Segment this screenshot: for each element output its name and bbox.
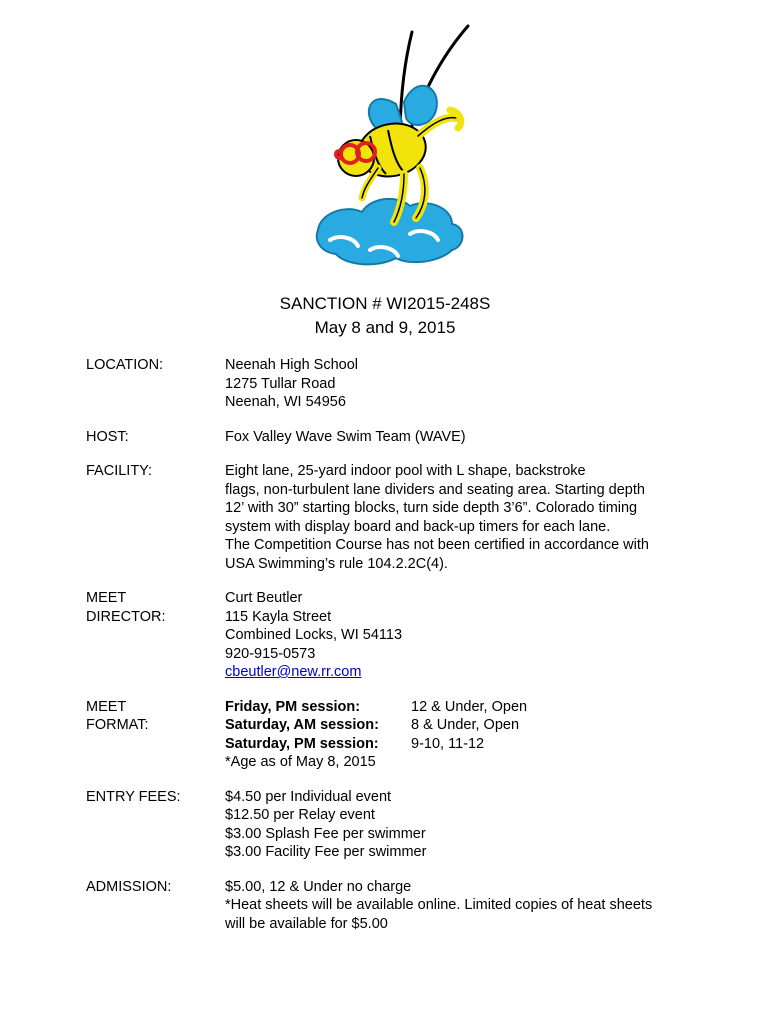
section-value: Neenah High School 1275 Tullar Road Neenah, WI 54956: [225, 357, 359, 410]
format-row: Saturday, AM session: 8 & Under, Open: [225, 717, 520, 733]
section-value: Curt Beutler 115 Kayla Street Combined Locks, WI 54113 920-915-0573 cbeutler@new.rr.com: [225, 589, 706, 682]
age-note: *Age as of May 8, 2015: [225, 754, 376, 770]
section-value: Eight lane, 25-yard indoor pool with L shape, backstroke flags, non-turbulent lane dividers and seating area. Starting depth 12’ with 30” starting blocks, turn side depth 3’6”. Colorado timing system with display board and back-up timers for each lane. The Competition Course has not been certified in accordance with USA Swimming’s rule 104.2.2C(4).: [225, 463, 649, 572]
swimming-bee-mascot-icon: [300, 18, 500, 278]
format-row: Saturday, PM session: 9-10, 11-12: [225, 735, 485, 752]
section-admission: [86, 878, 706, 934]
section-location: [86, 356, 706, 412]
section-host: [86, 428, 706, 447]
section-meet-director: [86, 589, 706, 682]
section-label: MEET DIRECTOR:: [86, 590, 166, 625]
section-label: HOST:: [86, 428, 129, 445]
section-value: [225, 698, 706, 772]
section-label: ADMISSION:: [86, 878, 172, 895]
section-label: MEET FORMAT:: [86, 698, 149, 733]
section-value: Fox Valley Wave Swim Team (WAVE): [225, 428, 466, 445]
section-label: ENTRY FEES:: [86, 788, 181, 805]
sanction-number: SANCTION # WI2015-248S: [279, 294, 491, 313]
document-body: [86, 356, 706, 949]
section-meet-format: [86, 698, 706, 772]
section-value: $5.00, 12 & Under no charge *Heat sheets will be available online. Limited copies of heat sheets will be available for $5.00: [225, 878, 653, 932]
section-entry-fees: [86, 788, 706, 862]
document-title: [0, 292, 770, 340]
section-label: FACILITY:: [86, 463, 153, 479]
section-facility: [86, 462, 706, 573]
section-value: $4.50 per Individual event $12.50 per Relay event $3.00 Splash Fee per swimmer $3.00 Facility Fee per swimmer: [225, 788, 427, 860]
meet-director-email-link[interactable]: cbeutler@new.rr.com: [225, 664, 362, 680]
section-label: LOCATION:: [86, 357, 164, 373]
meet-dates: May 8 and 9, 2015: [314, 318, 456, 337]
format-row: Friday, PM session: 12 & Under, Open: [225, 698, 528, 715]
